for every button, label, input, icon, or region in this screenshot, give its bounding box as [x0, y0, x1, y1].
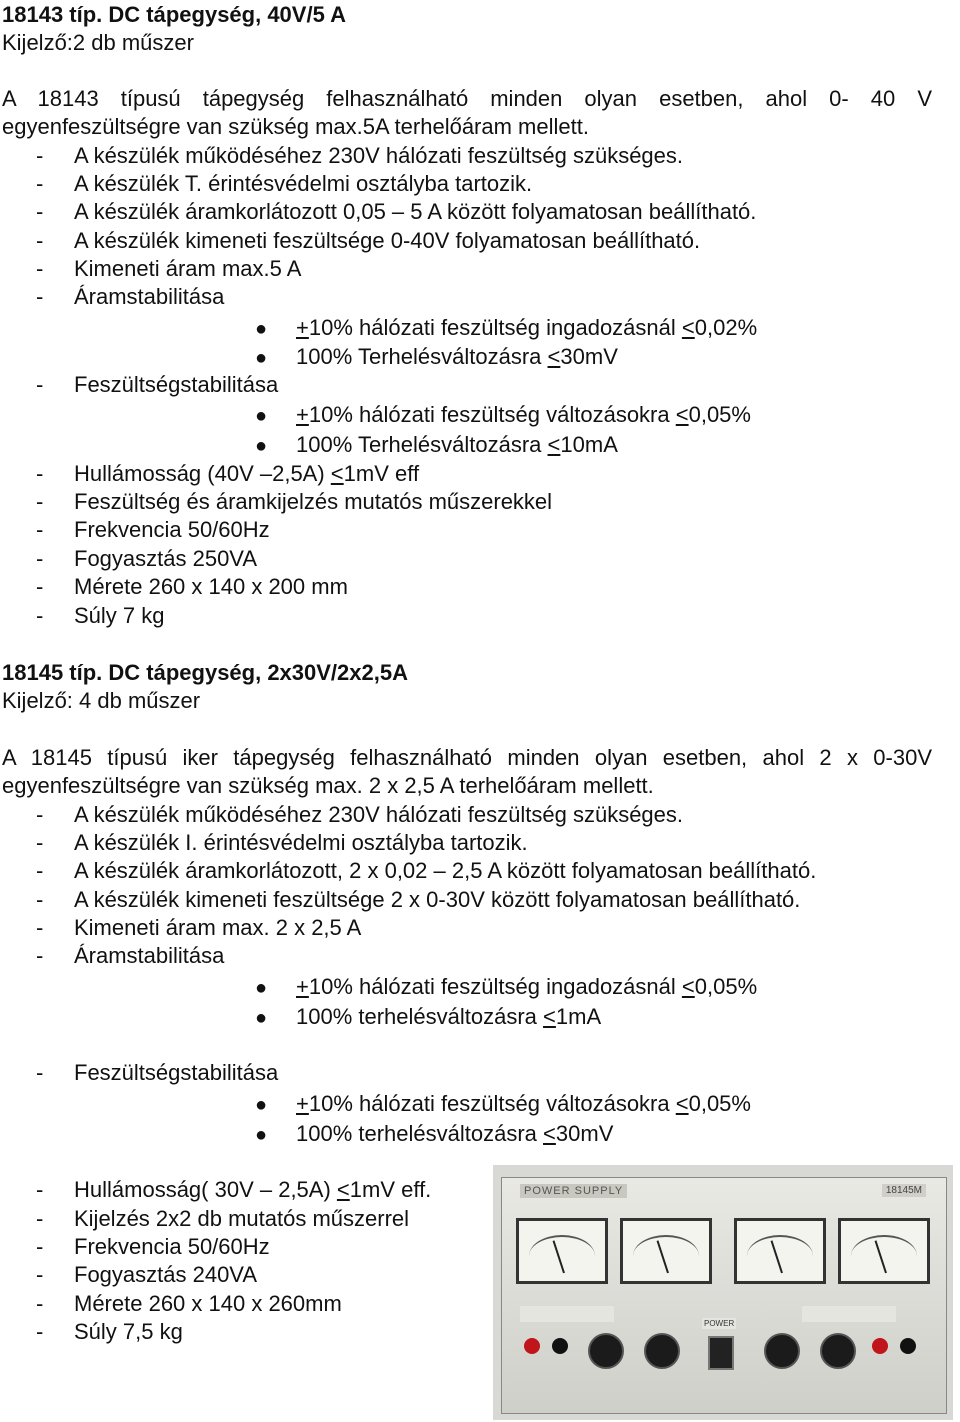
bullet-item: ● 100% terhelésváltozásra <30mV [255, 1121, 614, 1146]
list-item: - Hullámosság( 30V – 2,5A) <1mV eff. [36, 1177, 432, 1202]
model-label: 18145M [882, 1184, 926, 1197]
power-label: POWER [704, 1319, 735, 1328]
voltmeter-2 [734, 1218, 826, 1284]
list-item: - A készülék működéséhez 230V hálózati feszültség szükséges. [36, 143, 684, 168]
section1-intro-line1: A 18143 típusú tápegység felhasználható minden olyan esetben, ahol 0- 40 V [2, 86, 932, 111]
terminal-black-2 [900, 1338, 916, 1354]
list-item: - Mérete 260 x 140 x 200 mm [36, 574, 348, 599]
brand-label: POWER SUPPLY [520, 1184, 627, 1198]
power-supply-front-panel [501, 1177, 947, 1414]
list-item: - Frekvencia 50/60Hz [36, 517, 270, 542]
list-item: - Kimeneti áram max.5 A [36, 256, 302, 281]
power-switch [708, 1336, 734, 1370]
bullet-item: ● 100% terhelésváltozásra <1mA [255, 1004, 602, 1029]
list-item: - A készülék áramkorlátozott, 2 x 0,02 – 2,5 A között folyamatosan beállítható. [36, 858, 817, 883]
list-item: - Feszültség és áramkijelzés mutatós műszerekkel [36, 489, 553, 514]
knob-current-2 [820, 1333, 856, 1369]
section1-intro-line2: egyenfeszültségre van szükség max.5A terhelőáram mellett. [2, 114, 589, 139]
output-label-2 [802, 1306, 896, 1322]
list-item: - Áramstabilitása [36, 284, 225, 309]
voltmeter-1 [516, 1218, 608, 1284]
list-item: - Súly 7,5 kg [36, 1319, 183, 1344]
list-item: - Súly 7 kg [36, 603, 165, 628]
list-item: - Hullámosság (40V –2,5A) <1mV eff [36, 461, 420, 486]
terminal-red-1 [524, 1338, 540, 1354]
list-item: - Frekvencia 50/60Hz [36, 1234, 270, 1259]
section2-intro-line1: A 18145 típusú iker tápegység felhasználható minden olyan esetben, ahol 2 x 0-30V [2, 745, 932, 770]
list-item: - A készülék kimeneti feszültsége 0-40V folyamatosan beállítható. [36, 228, 701, 253]
bullet-item: ● 100% Terhelésváltozásra <10mA [255, 432, 618, 457]
output-label-1 [520, 1306, 614, 1322]
list-item: - Kijelzés 2x2 db mutatós műszerrel [36, 1206, 410, 1231]
list-item: - A készülék működéséhez 230V hálózati feszültség szükséges. [36, 802, 684, 827]
knob-voltage-2 [764, 1333, 800, 1369]
list-item: - A készülék I. érintésvédelmi osztályba tartozik. [36, 830, 528, 855]
bullet-item: ● +10% hálózati feszültség ingadozásnál <0,02% [255, 315, 758, 340]
knob-current-1 [644, 1333, 680, 1369]
ammeter-2 [838, 1218, 930, 1284]
list-item: - A készülék áramkorlátozott 0,05 – 5 A között folyamatosan beállítható. [36, 199, 757, 224]
section2-title: 18145 típ. DC tápegység, 2x30V/2x2,5A [2, 660, 408, 685]
bullet-item: ● 100% Terhelésváltozásra <30mV [255, 344, 618, 369]
list-item: - Áramstabilitása [36, 943, 225, 968]
section1-title: 18143 típ. DC tápegység, 40V/5 A [2, 2, 346, 27]
ammeter-1 [620, 1218, 712, 1284]
list-item: - Fogyasztás 250VA [36, 546, 258, 571]
terminal-red-2 [872, 1338, 888, 1354]
list-item: - Mérete 260 x 140 x 260mm [36, 1291, 342, 1316]
list-item: - A készülék T. érintésvédelmi osztályba tartozik. [36, 171, 533, 196]
list-item: - Feszültségstabilitása [36, 1060, 279, 1085]
section2-display: Kijelző: 4 db műszer [2, 688, 201, 713]
list-item: - Kimeneti áram max. 2 x 2,5 A [36, 915, 362, 940]
section1-display: Kijelző:2 db műszer [2, 30, 194, 55]
bullet-item: ● +10% hálózati feszültség változásokra <0,05% [255, 402, 751, 427]
product-photo [493, 1165, 953, 1420]
bullet-item: ● +10% hálózati feszültség változásokra <0,05% [255, 1091, 751, 1116]
knob-voltage-1 [588, 1333, 624, 1369]
section2-intro-line2: egyenfeszültségre van szükség max. 2 x 2,5 A terhelőáram mellett. [2, 773, 654, 798]
bullet-item: ● +10% hálózati feszültség ingadozásnál <0,05% [255, 974, 758, 999]
terminal-black-1 [552, 1338, 568, 1354]
list-item: - Fogyasztás 240VA [36, 1262, 258, 1287]
list-item: - A készülék kimeneti feszültsége 2 x 0-30V között folyamatosan beállítható. [36, 887, 801, 912]
list-item: - Feszültségstabilitása [36, 372, 279, 397]
